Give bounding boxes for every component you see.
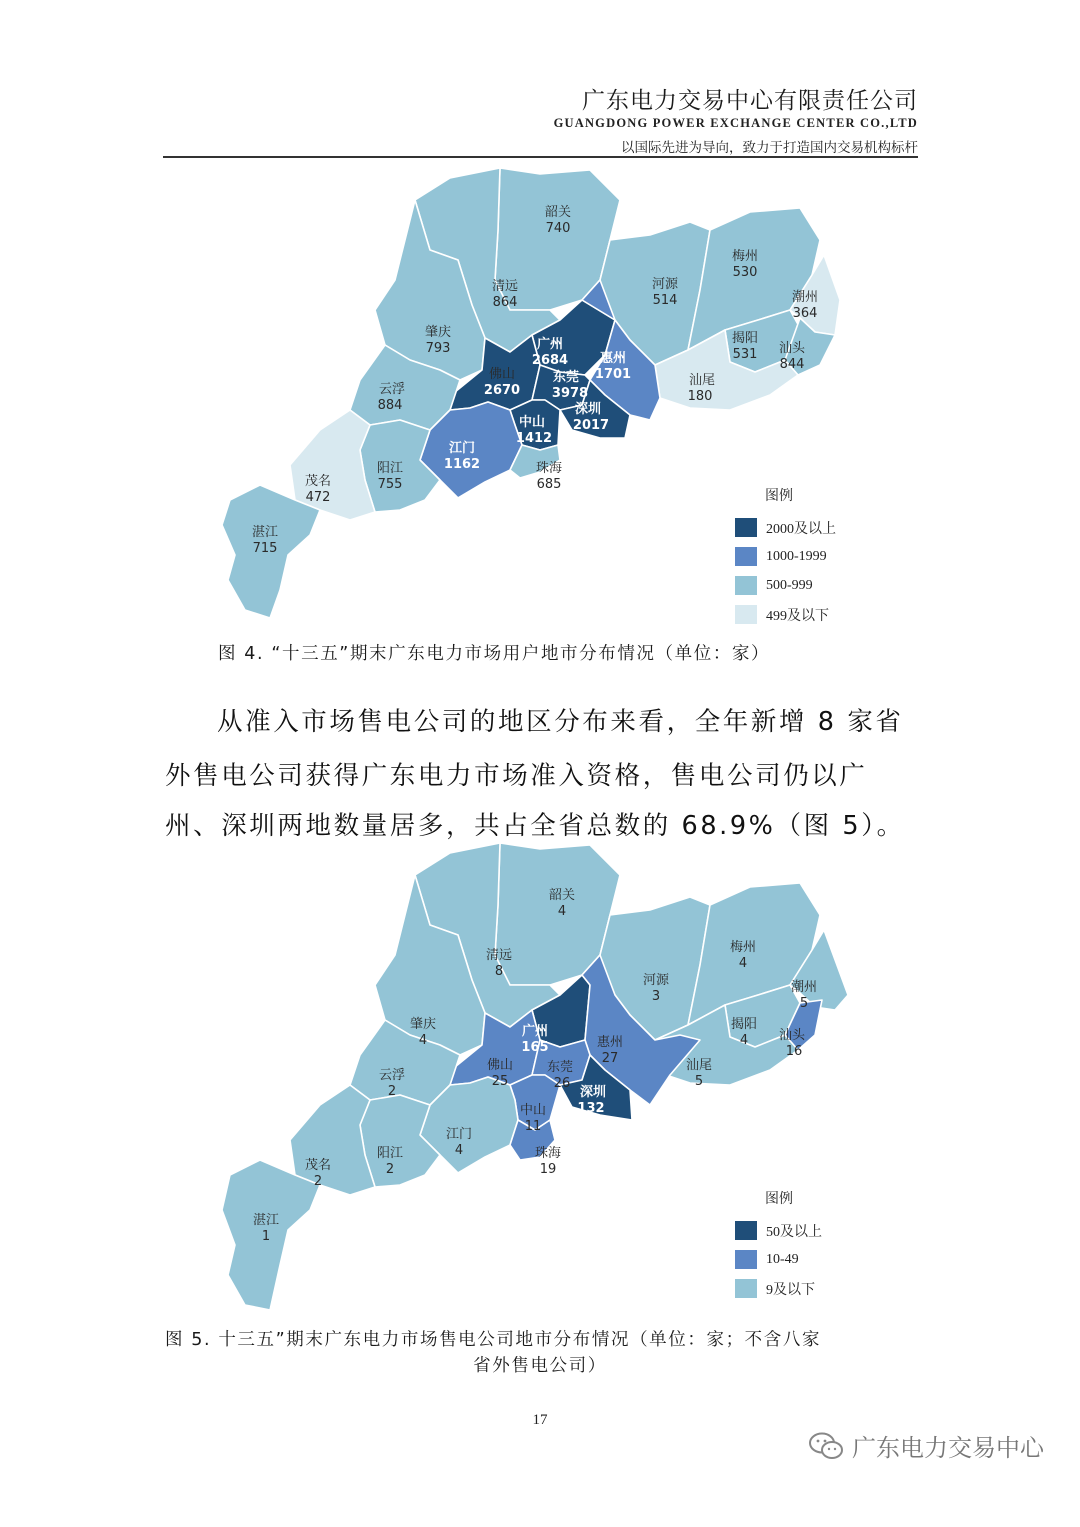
label-maoming-name: 茂名: [304, 1158, 332, 1173]
label-yangjiang-value: 2: [385, 1162, 395, 1177]
label-zhuhai-name: 珠海: [535, 461, 563, 476]
legend-item: [735, 513, 836, 542]
label-jieyang-name: 揭阳: [731, 331, 759, 346]
label-jiangmen-value: 1162: [443, 457, 481, 472]
legend-label: 9及以下: [766, 1282, 815, 1298]
label-dongguan-name: 东莞: [546, 1060, 574, 1075]
label-shenzhen-name: 深圳: [579, 1085, 607, 1100]
label-shanwei-name: 汕尾: [685, 1058, 713, 1073]
organization-name-en: GUANGDONG POWER EXCHANGE CENTER CO.,LTD: [553, 116, 918, 130]
label-qingyuan-name: 清远: [491, 279, 519, 294]
label-zhanjiang-value: 1: [261, 1229, 271, 1244]
label-zhuhai-name: 珠海: [534, 1146, 562, 1161]
label-yunfu-name: 云浮: [378, 1068, 406, 1083]
label-shenzhen-value: 2017: [572, 418, 610, 433]
label-zhongshan-value: 11: [524, 1119, 542, 1134]
label-meizhou-value: 4: [738, 956, 748, 971]
label-shantou-name: 汕头: [778, 341, 806, 356]
legend-swatch: [735, 1279, 757, 1298]
label-jiangmen-value: 4: [454, 1143, 464, 1158]
label-heyuan-name: 河源: [651, 277, 679, 292]
label-shaoguan-value: 4: [557, 904, 567, 919]
page-number: 17: [532, 1412, 548, 1428]
label-zhanjiang-name: 湛江: [251, 525, 279, 540]
label-zhongshan-value: 1412: [515, 431, 553, 446]
label-shantou-name: 汕头: [778, 1028, 806, 1043]
legend-item: [735, 1274, 822, 1303]
legend-swatch: [735, 1250, 757, 1269]
label-foshan-name: 佛山: [488, 367, 516, 382]
label-guangzhou-value: 165: [521, 1040, 549, 1055]
legend-item: [735, 1216, 822, 1245]
label-chaozhou-name: 潮州: [791, 290, 819, 305]
page-header: [0, 0, 1080, 160]
paragraph-line-1: 从准入市场售电公司的地区分布来看，全年新增 8 家省: [217, 707, 904, 737]
label-jieyang-value: 531: [732, 347, 758, 362]
label-zhuhai-value: 19: [539, 1162, 557, 1177]
label-guangzhou-value: 2684: [531, 353, 569, 368]
paragraph-line-2: 外售电公司获得广东电力市场准入资格，售电公司仍以广: [165, 761, 868, 791]
label-huizhou-name: 惠州: [599, 351, 627, 366]
legend-swatch: [735, 576, 757, 595]
legend-item: [735, 571, 836, 600]
label-jiangmen-name: 江门: [448, 441, 476, 456]
label-zhanjiang-value: 715: [252, 541, 278, 556]
label-shanwei-value: 5: [694, 1074, 704, 1089]
legend-label: 499及以下: [766, 608, 829, 624]
legend-label: 2000及以上: [766, 521, 836, 537]
label-jieyang-name: 揭阳: [730, 1017, 758, 1032]
legend-label: 500-999: [766, 577, 813, 593]
figure4-caption: 图 4. “十三五”期末广东电力市场用户地市分布情况（单位：家）: [218, 644, 771, 664]
label-heyuan-value: 3: [651, 989, 661, 1004]
legend-label: 10-49: [766, 1251, 799, 1267]
label-shaoguan-name: 韶关: [548, 888, 576, 903]
figure5-caption-line-2: 省外售电公司）: [473, 1356, 607, 1376]
label-chaozhou-value: 5: [799, 996, 809, 1011]
label-zhaoqing-name: 肇庆: [409, 1017, 437, 1032]
figure5-legend: [735, 1188, 822, 1303]
figure4-legend: [735, 485, 836, 629]
label-maoming-value: 2: [313, 1174, 323, 1189]
label-shanwei-value: 180: [687, 389, 713, 404]
figure4-legend-title: 图例: [765, 488, 793, 504]
legend-swatch: [735, 547, 757, 566]
label-yangjiang-name: 阳江: [376, 461, 404, 476]
watermark-text: 广东电力交易中心: [852, 1434, 1044, 1462]
paragraph-line-3: 州、深圳两地数量居多，共占全省总数的 68.9%（图 5）。: [165, 811, 905, 841]
label-qingyuan-name: 清远: [485, 948, 513, 963]
label-zhaoqing-value: 4: [418, 1033, 428, 1048]
label-chaozhou-value: 364: [792, 306, 818, 321]
label-meizhou-value: 530: [732, 265, 758, 280]
label-maoming-value: 472: [305, 490, 331, 505]
label-zhongshan-name: 中山: [519, 1103, 547, 1118]
legend-swatch: [735, 605, 757, 624]
label-meizhou-name: 梅州: [729, 940, 757, 955]
legend-item: [735, 542, 836, 571]
label-zhanjiang-name: 湛江: [252, 1213, 280, 1228]
label-yunfu-value: 2: [387, 1084, 397, 1099]
label-chaozhou-name: 潮州: [790, 980, 818, 995]
label-shaoguan-value: 740: [545, 221, 571, 236]
label-yangjiang-name: 阳江: [376, 1146, 404, 1161]
label-maoming-name: 茂名: [304, 474, 332, 489]
label-yunfu-value: 884: [377, 398, 403, 413]
label-foshan-value: 2670: [483, 383, 521, 398]
label-shanwei-name: 汕尾: [688, 373, 716, 388]
legend-label: 1000-1999: [766, 548, 827, 564]
label-guangzhou-name: 广州: [536, 337, 564, 352]
label-huizhou-value: 1701: [594, 367, 632, 382]
label-foshan-name: 佛山: [486, 1058, 514, 1073]
label-shenzhen-name: 深圳: [574, 402, 602, 417]
organization-name-cn: 广东电力交易中心有限责任公司: [582, 88, 918, 114]
label-jiangmen-name: 江门: [445, 1127, 473, 1142]
watermark: [808, 1428, 1044, 1463]
label-dongguan-name: 东莞: [552, 370, 580, 385]
label-zhaoqing-name: 肇庆: [424, 325, 452, 340]
label-shaoguan-name: 韶关: [544, 205, 572, 220]
label-zhongshan-name: 中山: [518, 415, 546, 430]
label-zhuhai-value: 685: [536, 477, 562, 492]
legend-item: [735, 600, 836, 629]
figure5-legend-title: 图例: [765, 1191, 793, 1207]
label-yangjiang-value: 755: [377, 477, 403, 492]
organization-slogan: 以国际先进为导向，致力于打造国内交易机构标杆: [621, 140, 918, 156]
label-jieyang-value: 4: [739, 1033, 749, 1048]
legend-swatch: [735, 518, 757, 537]
legend-swatch: [735, 1221, 757, 1240]
label-heyuan-name: 河源: [642, 973, 670, 988]
legend-item: [735, 1245, 822, 1274]
label-huizhou-name: 惠州: [596, 1035, 624, 1050]
label-yunfu-name: 云浮: [378, 382, 406, 397]
label-dongguan-value: 26: [553, 1076, 571, 1091]
label-zhaoqing-value: 793: [425, 341, 451, 356]
label-meizhou-name: 梅州: [731, 249, 759, 264]
label-shenzhen-value: 132: [577, 1101, 605, 1116]
header-divider: [163, 156, 918, 158]
label-huizhou-value: 27: [601, 1051, 619, 1066]
label-heyuan-value: 514: [652, 293, 678, 308]
label-dongguan-value: 3978: [551, 386, 589, 401]
label-guangzhou-name: 广州: [521, 1024, 549, 1039]
wechat-icon: [808, 1431, 844, 1461]
label-foshan-value: 25: [491, 1074, 509, 1089]
label-shantou-value: 16: [785, 1044, 803, 1059]
label-qingyuan-value: 864: [492, 295, 518, 310]
figure5-caption-line-1: 图 5. 十三五”期末广东电力市场售电公司地市分布情况（单位：家；不含八家: [165, 1330, 822, 1350]
legend-label: 50及以上: [766, 1224, 822, 1240]
label-shantou-value: 844: [779, 357, 805, 372]
label-qingyuan-value: 8: [494, 964, 504, 979]
